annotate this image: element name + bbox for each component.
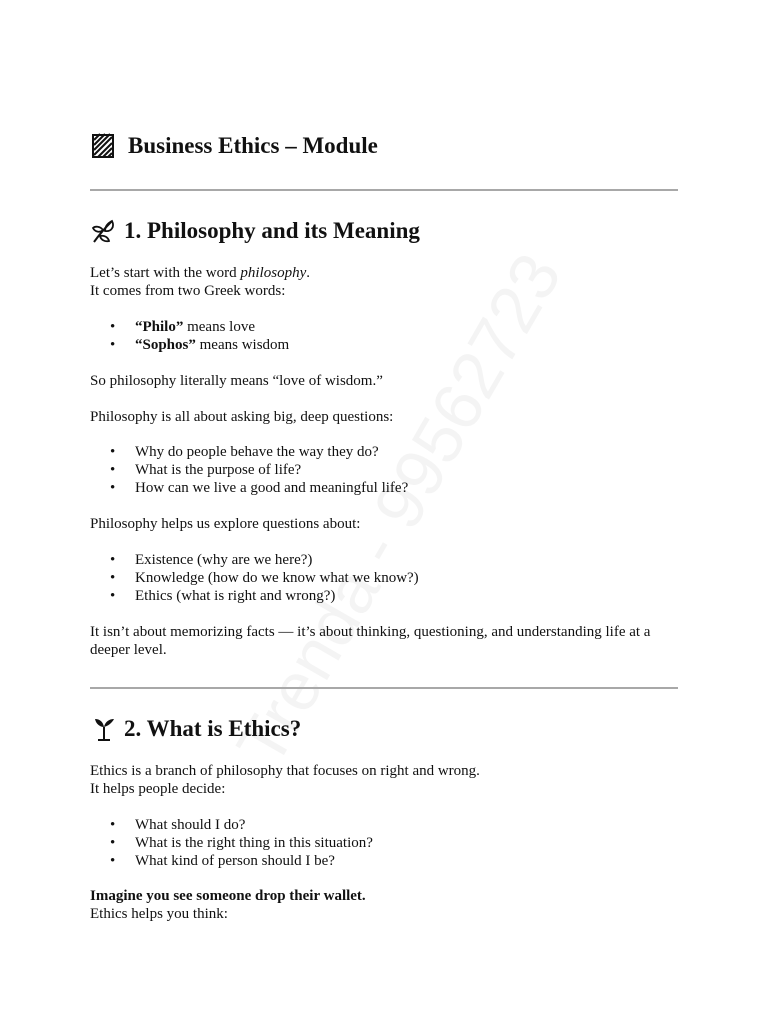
bullet: •	[110, 853, 116, 869]
list-item-text: Knowledge (how do we know what we know?)	[135, 570, 419, 586]
bullet: •	[110, 337, 116, 353]
bullet: •	[110, 570, 116, 586]
greek-term: “Philo”	[135, 319, 184, 335]
bullet: •	[110, 552, 116, 568]
page-title: Business Ethics – Module	[128, 133, 378, 158]
list-item-text: What kind of person should I be?	[135, 853, 335, 869]
list-item-text: Existence (why are we here?)	[135, 552, 313, 568]
intro-text-end: .	[306, 265, 310, 281]
list-item-text: What should I do?	[135, 817, 246, 833]
module-title	[90, 131, 378, 161]
greek-meaning: means wisdom	[195, 337, 290, 353]
paragraph: Ethics is a branch of philosophy that focuses on right and wrong.	[90, 763, 480, 779]
bullet: •	[110, 835, 116, 851]
list-item-text: How can we live a good and meaningful life?	[135, 480, 409, 496]
example-bold-text: Imagine you see someone drop their wallet.	[90, 888, 366, 904]
bullet: •	[110, 462, 116, 478]
divider	[90, 687, 678, 689]
intro-text: Let’s start with the word	[90, 265, 241, 281]
paragraph: It isn’t about memorizing facts — it’s about thinking, questioning, and understanding life at a deeper level.	[90, 624, 651, 658]
bullet: •	[110, 817, 116, 833]
greek-meaning: means love	[183, 319, 255, 335]
paragraph: So philosophy literally means “love of wisdom.”	[90, 373, 383, 389]
seedling-icon	[90, 715, 118, 743]
bullet: •	[110, 480, 116, 496]
intro-italic-word: philosophy	[240, 265, 307, 281]
greek-term: “Sophos”	[135, 337, 196, 353]
paragraph: Ethics helps you think:	[90, 906, 228, 922]
divider	[90, 189, 678, 191]
section-heading: 1. Philosophy and its Meaning	[124, 218, 420, 243]
intro-paragraph	[90, 264, 678, 282]
notebook-icon	[90, 132, 118, 160]
intro-line: It comes from two Greek words:	[90, 283, 286, 299]
bullet: •	[110, 588, 116, 604]
section-1-heading	[90, 216, 420, 246]
paragraph: Philosophy is all about asking big, deep questions:	[90, 409, 394, 425]
list-item-text: Ethics (what is right and wrong?)	[135, 588, 336, 604]
leaf-icon	[90, 217, 118, 245]
paragraph-bold	[90, 887, 678, 905]
list-item-text: What is the right thing in this situation?	[135, 835, 373, 851]
bullet: •	[110, 444, 116, 460]
section-heading: 2. What is Ethics?	[124, 716, 302, 741]
bullet: •	[110, 319, 116, 335]
list-item-text: Why do people behave the way they do?	[135, 444, 379, 460]
paragraph: It helps people decide:	[90, 781, 226, 797]
list-item-text: What is the purpose of life?	[135, 462, 302, 478]
section-2-heading	[90, 714, 301, 744]
paragraph: Philosophy helps us explore questions about:	[90, 516, 361, 532]
